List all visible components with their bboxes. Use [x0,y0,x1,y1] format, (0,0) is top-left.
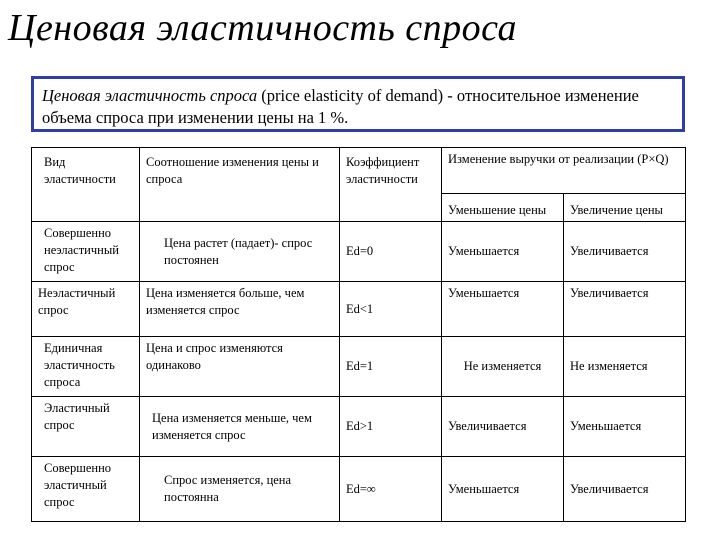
row-type: Совершенно неэластичный спрос [32,222,140,282]
row-coef: Ed=0 [340,222,442,282]
row-ratio: Цена изменяется больше, чем изменяется спрос [140,282,340,337]
table-row [32,397,686,457]
row-type: Совершенно эластичный спрос [32,457,140,522]
definition-term: Ценовая эластичность спроса [42,86,258,105]
definition-box [31,76,685,132]
elasticity-table [31,147,686,522]
row-ratio: Цена изменяется меньше, чем изменяется спрос [140,397,340,457]
row-ratio: Цена и спрос изменяются одинаково [140,337,340,397]
header-coef: Коэффициент эластичности [340,148,442,222]
row-coef: Ed=1 [340,337,442,397]
header-type: Вид эластичности [32,148,140,222]
row-decrease: Увеличивается [442,397,564,457]
header-ratio: Соотношение изменения цены и спроса [140,148,340,222]
row-coef: Ed=∞ [340,457,442,522]
page-title: Ценовая эластичность спроса [8,7,518,49]
row-decrease: Не изменяется [442,337,564,397]
header-revenue: Изменение выручки от реализации (P×Q) [442,148,686,194]
row-increase: Увеличивается [564,457,686,522]
row-ratio: Цена растет (падает)- спрос постоянен [140,222,340,282]
table-row [32,337,686,397]
row-decrease: Уменьшается [442,222,564,282]
row-decrease: Уменьшается [442,282,564,337]
row-increase: Не изменяется [564,337,686,397]
definition-text: (price elasticity of demand) - относительное изменение объема спроса при изменении цены на 1 %. [42,86,639,127]
header-decrease: Уменьшение цены [442,194,564,222]
table-row [32,222,686,282]
row-coef: Ed>1 [340,397,442,457]
row-increase: Увеличивается [564,282,686,337]
row-increase: Увеличивается [564,222,686,282]
row-type: Неэластичный спрос [32,282,140,337]
row-decrease: Уменьшается [442,457,564,522]
table-row [32,282,686,337]
table-row [32,457,686,522]
row-ratio: Спрос изменяется, цена постоянна [140,457,340,522]
row-coef: Ed<1 [340,282,442,337]
row-type: Эластичный спрос [32,397,140,457]
row-type: Единичная эластичность спроса [32,337,140,397]
table-header-row [32,148,686,194]
header-increase: Увеличение цены [564,194,686,222]
row-increase: Уменьшается [564,397,686,457]
